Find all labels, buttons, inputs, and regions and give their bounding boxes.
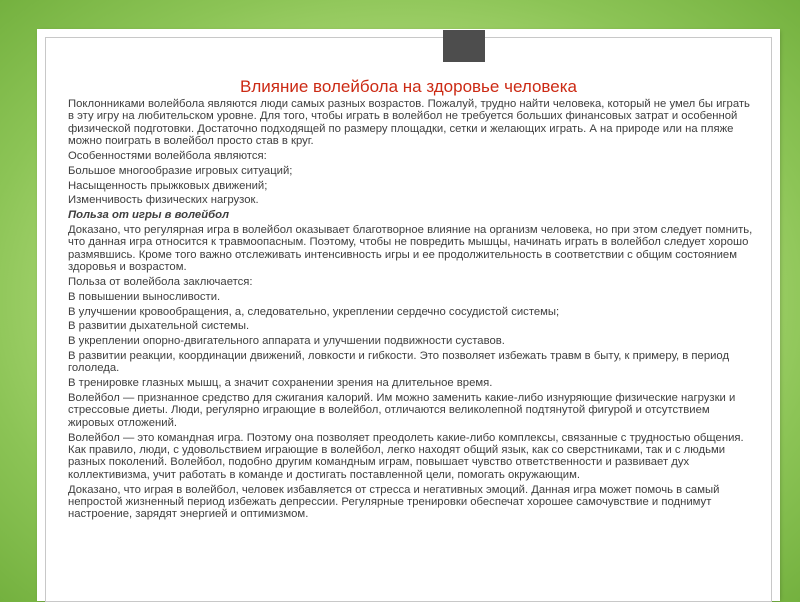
body-paragraph: Поклонниками волейбола являются люди самых разных возрастов. Пожалуй, трудно найти человека, который не умел бы играть в эту игру на любительском уровне. Для того, чтобы играть в волейбол не требуется больших финансовых затрат и особенной физической подготовки. Достаточно подходящей по размеру площадки, сетки и желающих играть. А на природе или на пляже можно поиграть в волейбол просто став в круг. [68, 98, 750, 148]
body-paragraph: В развитии дыхательной системы. [68, 320, 250, 333]
body-paragraph: В улучшении кровообращения, а, следовательно, укреплении сердечно сосудистой системы; [68, 305, 560, 318]
body-paragraph: В тренировке глазных мышц, а значит сохранении зрения на длительное время. [68, 377, 493, 390]
slide-body [68, 98, 758, 523]
section-subheading: Польза от игры в волейбол [68, 209, 230, 222]
body-paragraph: В развитии реакции, координации движений, ловкости и гибкости. Это позволяет избежать травм в быту, к примеру, в период гололеда. [68, 350, 730, 375]
body-paragraph: Большое многообразие игровых ситуаций; [68, 164, 293, 177]
body-paragraph: Особенностями волейбола являются: [68, 150, 267, 163]
body-paragraph: Волейбол — это командная игра. Поэтому она позволяет преодолеть какие-либо комплексы, связанные с трудностью общения. Как правило, люди, с удовольствием играющие в волейбол, легко находят общий язык, как со сверстниками, так и с людьми разных поколений. Волейбол, подобно другим командным играм, повышает чувство ответственности и развивает дух коллективизма, учит работать в команде и достигать поставленной цели, помогать окружающим. [68, 431, 744, 481]
body-paragraph: В повышении выносливости. [68, 290, 221, 303]
body-paragraph: Доказано, что играя в волейбол, человек избавляется от стресса и негативных эмоций. Данная игра может помочь в самый непростой жизненный период избежать депрессии. Регулярные тренировки обеспечат хорошее самочувствие и поднимут настроение, зарядят энергией и оптимизмом. [68, 483, 720, 521]
body-paragraph: В укреплении опорно-двигательного аппарата и улучшении подвижности суставов. [68, 335, 505, 348]
body-paragraph: Волейбол — признанное средство для сжигания калорий. Им можно заменить какие-либо изнуряющие физические нагрузки и стрессовые диеты. Люди, регулярно играющие в волейбол, отличаются великолепной подтянутой фигурой и отсутствием жировых отложений. [68, 392, 736, 429]
body-paragraph: Доказано, что регулярная игра в волейбол оказывает благотворное влияние на организм человека, но при этом следует помнить, что данная игра относится к травмоопасным. Поэтому, чтобы не повредить мышцы, начинать играть в волейбол следует хорошо размявшись. Кроме того важно отслеживать интенсивность игры и ее продолжительность в соответствии с общим состоянием здоровья и возрастом. [68, 224, 753, 274]
slide-title: Влияние волейбола на здоровье человека [240, 77, 577, 96]
accent-bar [443, 30, 485, 62]
body-paragraph: Изменчивость физических нагрузок. [68, 194, 259, 207]
body-paragraph: Насыщенность прыжковых движений; [68, 179, 268, 192]
slide-panel [38, 30, 779, 600]
body-paragraph: Польза от волейбола заключается: [68, 276, 253, 289]
